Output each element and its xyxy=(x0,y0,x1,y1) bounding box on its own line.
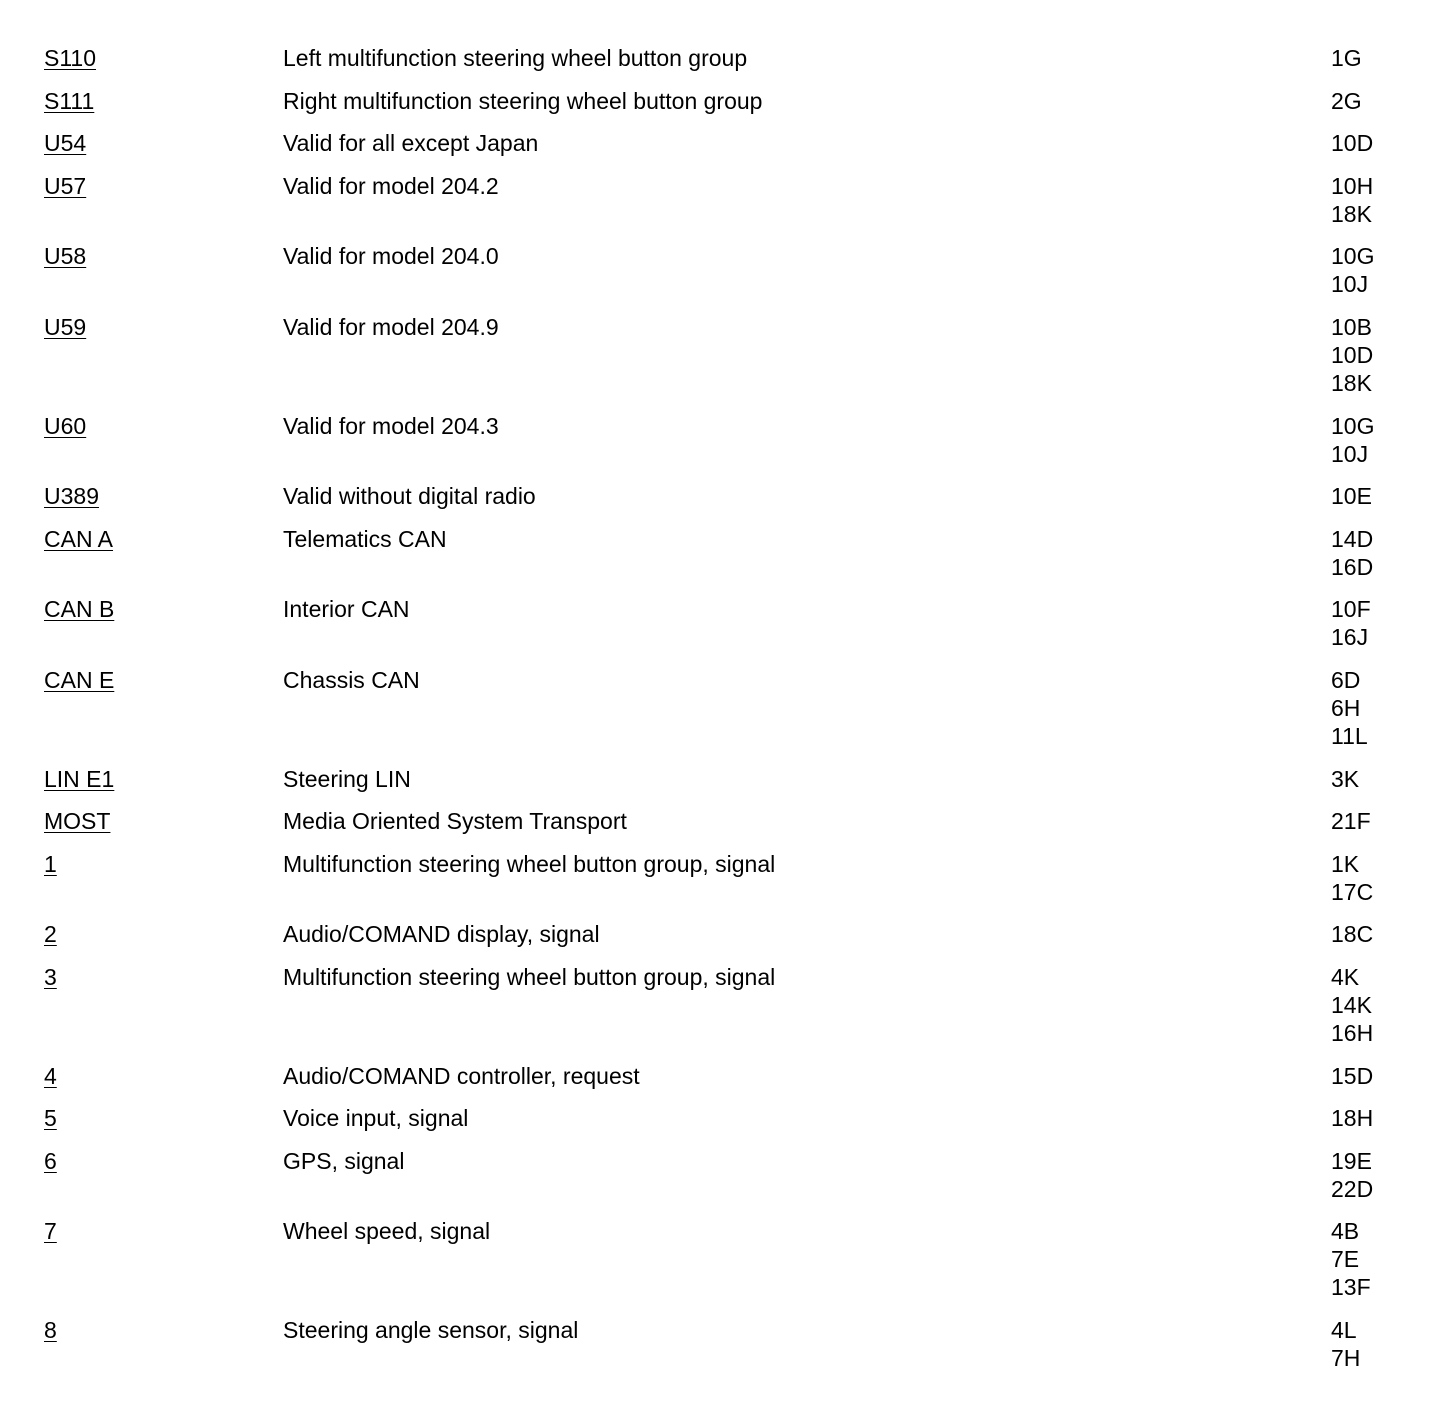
legend-grid-refs xyxy=(1331,44,1362,72)
grid-reference: 16D xyxy=(1331,553,1374,580)
legend-row xyxy=(44,595,1424,651)
grid-reference: 10F xyxy=(1331,596,1371,623)
legend-code: 7 xyxy=(44,1218,57,1245)
legend-description: Valid for model 204.3 xyxy=(283,412,499,439)
legend-grid-refs xyxy=(1331,1217,1371,1301)
legend-description: Valid for model 204.2 xyxy=(283,172,499,199)
legend-grid-refs xyxy=(1331,313,1373,397)
grid-reference: 10J xyxy=(1331,271,1369,298)
legend-description: GPS, signal xyxy=(283,1147,405,1174)
legend-code: CAN E xyxy=(44,666,115,693)
grid-reference: 10B xyxy=(1331,313,1372,340)
legend-row xyxy=(44,87,1424,115)
legend-code: U58 xyxy=(44,243,87,270)
legend-row xyxy=(44,44,1424,72)
grid-reference: 1K xyxy=(1331,850,1360,877)
legend-description: Steering LIN xyxy=(283,765,411,792)
legend-row xyxy=(44,666,1424,750)
legend-row xyxy=(44,1104,1424,1132)
grid-reference: 10J xyxy=(1331,440,1369,467)
legend-code: 1 xyxy=(44,850,57,877)
grid-reference: 17C xyxy=(1331,878,1374,905)
grid-reference: 18K xyxy=(1331,200,1372,227)
legend-code: 8 xyxy=(44,1316,57,1343)
legend-grid-refs xyxy=(1331,920,1373,948)
legend-description: Valid without digital radio xyxy=(283,483,536,510)
legend-grid-refs xyxy=(1331,412,1374,468)
grid-reference: 10D xyxy=(1331,341,1374,368)
grid-reference: 6H xyxy=(1331,694,1361,721)
legend-code: U389 xyxy=(44,483,99,510)
legend-code: S111 xyxy=(44,87,95,114)
legend-code: 5 xyxy=(44,1105,57,1132)
legend-row xyxy=(44,1147,1424,1203)
grid-reference: 6D xyxy=(1331,666,1361,693)
grid-reference: 3K xyxy=(1331,765,1360,792)
grid-reference: 16H xyxy=(1331,1019,1374,1046)
legend-row xyxy=(44,482,1424,510)
legend-description: Interior CAN xyxy=(283,596,410,623)
legend-grid-refs xyxy=(1331,1104,1373,1132)
legend-description: Right multifunction steering wheel button group xyxy=(283,87,763,114)
grid-reference: 18K xyxy=(1331,369,1372,396)
legend-code: U60 xyxy=(44,412,87,439)
legend-grid-refs xyxy=(1331,87,1362,115)
grid-reference: 18C xyxy=(1331,921,1374,948)
legend-grid-refs xyxy=(1331,765,1359,793)
legend-row xyxy=(44,807,1424,835)
legend-code: U54 xyxy=(44,130,87,157)
legend-grid-refs xyxy=(1331,1147,1373,1203)
legend-code: CAN A xyxy=(44,525,114,552)
legend-description: Multifunction steering wheel button group, signal xyxy=(283,850,776,877)
legend-description: Valid for all except Japan xyxy=(283,130,539,157)
grid-reference: 10D xyxy=(1331,130,1374,157)
legend-row xyxy=(44,1217,1424,1301)
legend-row xyxy=(44,313,1424,397)
grid-reference: 18H xyxy=(1331,1105,1374,1132)
legend-grid-refs xyxy=(1331,1062,1373,1090)
legend-description: Audio/COMAND display, signal xyxy=(283,921,600,948)
grid-reference: 4L xyxy=(1331,1316,1357,1343)
grid-reference: 11L xyxy=(1331,722,1368,749)
grid-reference: 14K xyxy=(1331,991,1372,1018)
grid-reference: 7E xyxy=(1331,1246,1360,1273)
legend-description: Valid for model 204.9 xyxy=(283,313,499,340)
legend-row xyxy=(44,765,1424,793)
legend-grid-refs xyxy=(1331,525,1373,581)
legend-description: Voice input, signal xyxy=(283,1105,469,1132)
legend-row xyxy=(44,1316,1424,1372)
legend-code: U59 xyxy=(44,313,87,340)
legend-grid-refs xyxy=(1331,172,1373,228)
grid-reference: 15D xyxy=(1331,1062,1374,1089)
legend-row xyxy=(44,963,1424,1047)
grid-reference: 10H xyxy=(1331,172,1374,199)
legend-code: 6 xyxy=(44,1147,57,1174)
grid-reference: 1G xyxy=(1331,45,1362,71)
grid-reference: 10G xyxy=(1331,412,1375,439)
legend-row xyxy=(44,1062,1424,1090)
grid-reference: 4B xyxy=(1331,1218,1360,1245)
legend-row xyxy=(44,525,1424,581)
grid-reference: 14D xyxy=(1331,525,1374,552)
legend-grid-refs xyxy=(1331,850,1373,906)
grid-reference: 21F xyxy=(1331,808,1371,835)
grid-reference: 13F xyxy=(1331,1274,1371,1301)
legend-row xyxy=(44,412,1424,468)
legend-description: Audio/COMAND controller, request xyxy=(283,1062,640,1089)
legend-grid-refs xyxy=(1331,666,1368,750)
legend-row xyxy=(44,172,1424,228)
legend-code: 4 xyxy=(44,1062,57,1089)
legend-description: Media Oriented System Transport xyxy=(283,808,627,835)
legend-grid-refs xyxy=(1331,963,1373,1047)
legend-description: Steering angle sensor, signal xyxy=(283,1316,579,1343)
legend-row xyxy=(44,242,1424,298)
legend-row xyxy=(44,920,1424,948)
legend-table xyxy=(44,44,1424,1386)
legend-description: Multifunction steering wheel button group, signal xyxy=(283,963,776,990)
legend-code: 3 xyxy=(44,963,57,990)
legend-code: MOST xyxy=(44,808,111,835)
legend-grid-refs xyxy=(1331,482,1372,510)
grid-reference: 4K xyxy=(1331,963,1360,990)
legend-code: LIN E1 xyxy=(44,765,115,792)
grid-reference: 19E xyxy=(1331,1147,1372,1174)
legend-code: 2 xyxy=(44,921,57,948)
grid-reference: 2G xyxy=(1331,87,1362,114)
legend-code: S110 xyxy=(44,45,97,71)
grid-reference: 7H xyxy=(1331,1344,1361,1371)
grid-reference: 10E xyxy=(1331,483,1372,510)
legend-row xyxy=(44,850,1424,906)
legend-code: CAN B xyxy=(44,596,115,623)
legend-grid-refs xyxy=(1331,129,1373,157)
legend-description: Left multifunction steering wheel button group xyxy=(283,45,748,71)
legend-grid-refs xyxy=(1331,242,1374,298)
legend-description: Wheel speed, signal xyxy=(283,1218,491,1245)
legend-description: Chassis CAN xyxy=(283,666,420,693)
legend-description: Telematics CAN xyxy=(283,525,447,552)
legend-grid-refs xyxy=(1331,1316,1360,1372)
legend-grid-refs xyxy=(1331,807,1371,835)
legend-description: Valid for model 204.0 xyxy=(283,243,499,270)
legend-code: U57 xyxy=(44,172,87,199)
grid-reference: 10G xyxy=(1331,243,1375,270)
legend-grid-refs xyxy=(1331,595,1371,651)
grid-reference: 16J xyxy=(1331,624,1369,651)
legend-row xyxy=(44,129,1424,157)
grid-reference: 22D xyxy=(1331,1175,1374,1202)
